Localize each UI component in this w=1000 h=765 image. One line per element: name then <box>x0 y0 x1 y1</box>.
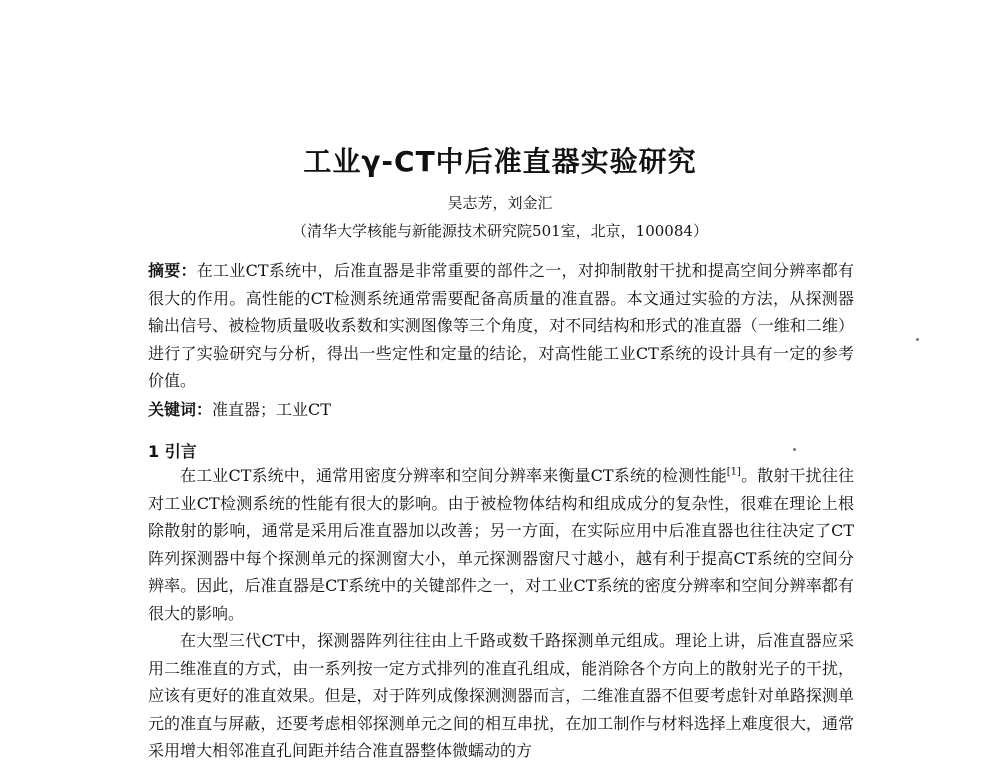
citation-ref: [1] <box>726 466 741 478</box>
paper-authors: 吴志芳，刘金汇 <box>447 194 553 212</box>
scan-speck <box>916 338 919 341</box>
intro-paragraph-1 <box>148 462 854 627</box>
para1-text-b: 。散射干扰往往对工业CT检测系统的性能有很大的影响。由于被检物体结构和组成成分的复杂性，很难在理论上根除散射的影响，通常是采用后准直器加以改善；另一方面，在实际应用中后准直器也往往决定了CT阵列探测器中每个探测单元的探测窗大小，单元探测器窗尺寸越小，越有利于提高CT系统的空间分辨率。因此，后准直器是CT系统中的关键部件之一，对工业CT系统的密度分辨率和空间分辨率都有很大的影响。 <box>148 466 854 623</box>
intro-paragraph-2 <box>148 627 854 765</box>
abstract-text: 在工业CT系统中，后准直器是非常重要的部件之一，对抑制散射干扰和提高空间分辨率都有很大的作用。高性能的CT检测系统通常需要配备高质量的准直器。本文通过实验的方法，从探测器输出信号、被检物质量吸收系数和实测图像等三个角度，对不同结构和形式的准直器（一维和二维）进行了实验研究与分析，得出一些定性和定量的结论，对高性能工业CT系统的设计具有一定的参考价值。 <box>148 261 854 390</box>
keywords <box>148 396 854 424</box>
para1-text-a: 在工业CT系统中，通常用密度分辨率和空间分辨率来衡量CT系统的检测性能 <box>180 466 727 485</box>
paper-affiliation: （清华大学核能与新能源技术研究院501室，北京，100084） <box>292 222 708 240</box>
keywords-label: 关键词： <box>148 400 213 419</box>
section-heading-introduction: 1 引言 <box>148 442 197 461</box>
abstract <box>148 257 854 395</box>
paper-title: 工业γ-CT中后准直器实验研究 <box>303 145 697 178</box>
keywords-text: 准直器；工业CT <box>212 400 331 419</box>
abstract-label: 摘要： <box>148 261 197 280</box>
scan-speck <box>793 448 796 451</box>
para2-text: 在大型三代CT中，探测器阵列往往由上千路或数千路探测单元组成。理论上讲，后准直器应采用二维准直的方式，由一系列按一定方式排列的准直孔组成，能消除各个方向上的散射光子的干扰，应该有更好的准直效果。但是，对于阵列成像探测测器而言，二维准直器不但要考虑针对单路探测单元的准直与屏蔽，还要考虑相邻探测单元之间的相互串扰，在加工制作与材料选择上难度很大，通常采用增大相邻准直孔间距并结合准直器整体微蠕动的方 <box>148 631 854 760</box>
